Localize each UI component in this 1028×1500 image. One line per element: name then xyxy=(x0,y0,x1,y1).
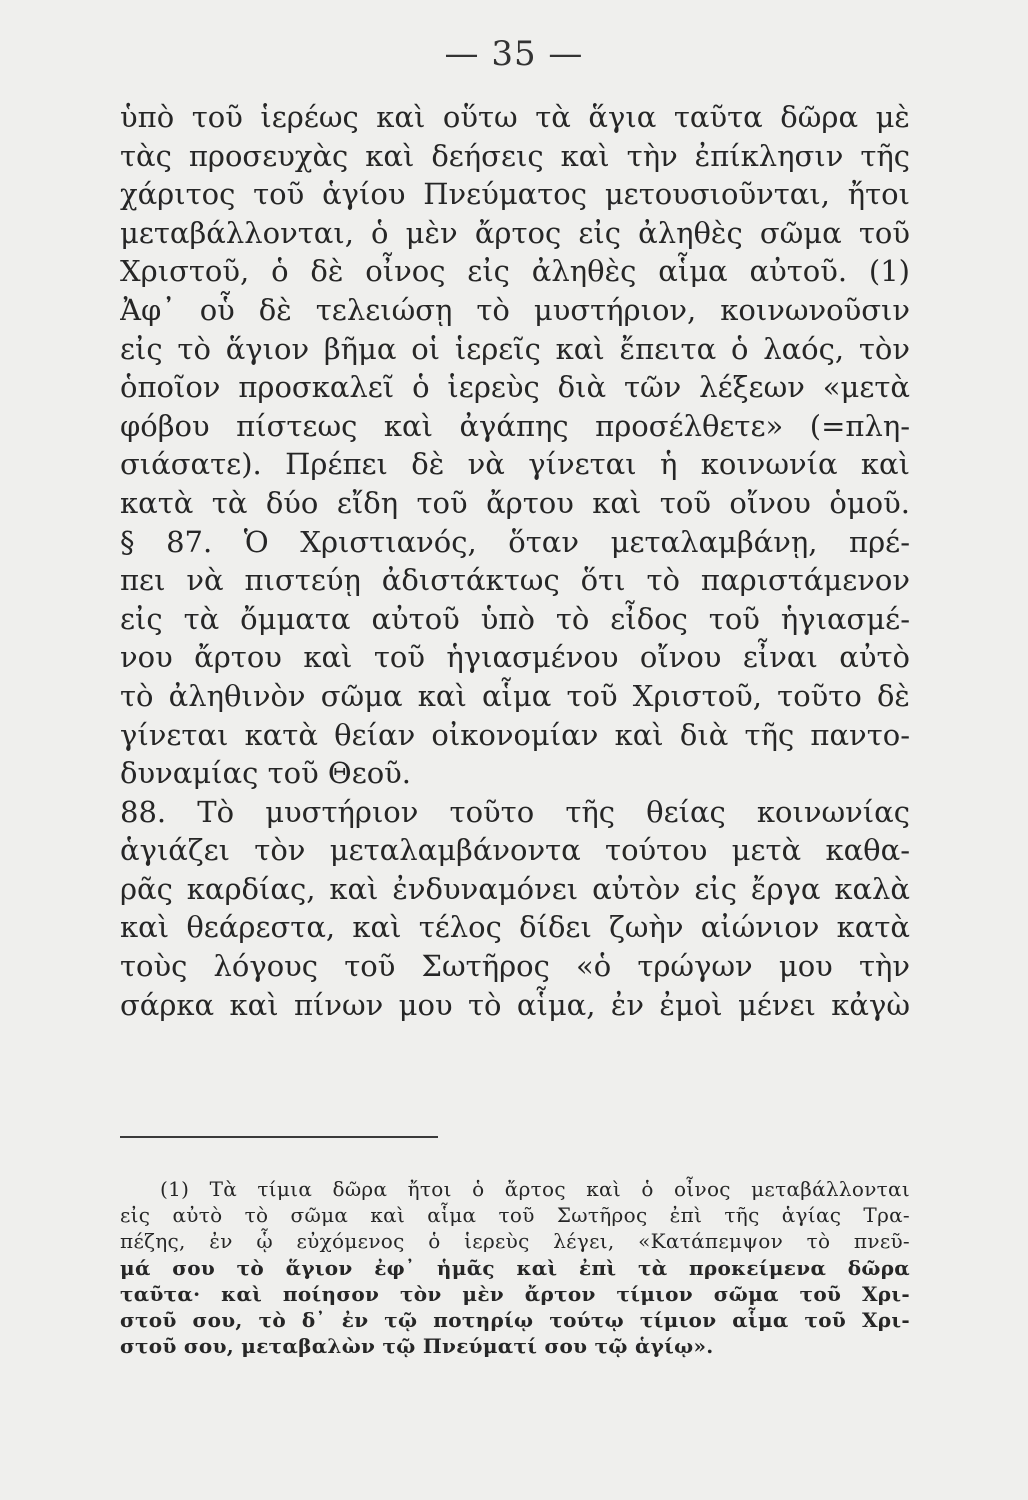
footnote-line: ταῦτα· καὶ ποίησον τὸν μὲν ἄρτον τίμιον σῶμα τοῦ Χρι- xyxy=(120,1281,910,1306)
page-number: — 35 — xyxy=(444,34,584,74)
text-line: Χριστοῦ, ὁ δὲ οἶνος εἰς ἀληθὲς αἷμα αὐτοῦ. (1) xyxy=(120,254,910,289)
text-line: ἁγιάζει τὸν μεταλαμβάνοντα τούτου μετὰ καθα- xyxy=(120,833,910,868)
text-line: γίνεται κατὰ θείαν οἰκονομίαν καὶ διὰ τῆς παντο- xyxy=(120,717,910,752)
section-heading-line: § 87. Ὁ Χριστιανός, ὅταν μεταλαμβάνῃ, πρέ- xyxy=(120,524,910,559)
footnote-line: (1) Τὰ τίμια δῶρα ἤτοι ὁ ἄρτος καὶ ὁ οἶνος μεταβάλλονται xyxy=(160,1177,910,1201)
text-line: εἰς τὰ ὄμματα αὐτοῦ ὑπὸ τὸ εἶδος τοῦ ἡγιασμέ- xyxy=(120,601,910,636)
footnote-divider xyxy=(120,1136,438,1138)
text-line: τοὺς λόγους τοῦ Σωτῆρος «ὁ τρώγων μου τὴν xyxy=(120,949,910,984)
text-line: τὸ ἀληθινὸν σῶμα καὶ αἷμα τοῦ Χριστοῦ, τοῦτο δὲ xyxy=(120,678,910,713)
text-line: ὁποῖον προσκαλεῖ ὁ ἱερεὺς διὰ τῶν λέξεων «μετὰ xyxy=(120,370,910,405)
text-line: δυναμίας τοῦ Θεοῦ. xyxy=(120,756,412,791)
footnote-line: πέζης, ἐν ᾧ εὐχόμενος ὁ ἱερεὺς λέγει, «Κατάπεμψον τὸ πνεῦ- xyxy=(120,1229,910,1254)
text-line: πει νὰ πιστεύῃ ἀδιστάκτως ὅτι τὸ παριστάμενον xyxy=(120,563,910,598)
footnote-line: στοῦ σου, τὸ δ᾽ ἐν τῷ ποτηρίῳ τούτῳ τίμιον αἷμα τοῦ Χρι- xyxy=(120,1307,910,1332)
text-line: φόβου πίστεως καὶ ἀγάπης προσέλθετε» (=πλη- xyxy=(120,408,910,443)
section-heading-line: 88. Τὸ μυστήριον τοῦτο τῆς θείας κοινωνίας xyxy=(120,794,910,829)
text-line: σάρκα καὶ πίνων μου τὸ αἷμα, ἐν ἐμοὶ μένει κἀγὼ xyxy=(120,987,910,1022)
text-line: μεταβάλλονται, ὁ μὲν ἄρτος εἰς ἀληθὲς σῶμα τοῦ xyxy=(120,215,910,250)
text-line: καὶ θεάρεστα, καὶ τέλος δίδει ζωὴν αἰώνιον κατὰ xyxy=(120,910,910,945)
footnote-line: στοῦ σου, μεταβαλὼν τῷ Πνεύματί σου τῷ ἁγίῳ». xyxy=(120,1334,714,1359)
footnote xyxy=(120,1176,910,1359)
text-line: εἰς τὸ ἅγιον βῆμα οἱ ἱερεῖς καὶ ἔπειτα ὁ λαός, τὸν xyxy=(120,331,910,366)
text-line: σιάσατε). Πρέπει δὲ νὰ γίνεται ἡ κοινωνία καὶ xyxy=(120,447,910,482)
text-line: Ἀφ᾽ οὗ δὲ τελειώσῃ τὸ μυστήριον, κοινωνοῦσιν xyxy=(120,292,910,327)
text-line: χάριτος τοῦ ἁγίου Πνεύματος μετουσιοῦνται, ἤτοι xyxy=(120,177,910,212)
text-line: νου ἄρτου καὶ τοῦ ἡγιασμένου οἴνου εἶναι αὐτὸ xyxy=(120,640,910,675)
text-line: ρᾶς καρδίας, καὶ ἐνδυναμόνει αὐτὸν εἰς ἔργα καλὰ xyxy=(120,871,910,906)
text-line: ὑπὸ τοῦ ἱερέως καὶ οὕτω τὰ ἅγια ταῦτα δῶρα μὲ xyxy=(120,100,910,134)
text-line: κατὰ τὰ δύο εἴδη τοῦ ἄρτου καὶ τοῦ οἴνου ὁμοῦ. xyxy=(120,485,910,520)
footnote-line: εἰς αὐτὸ τὸ σῶμα καὶ αἷμα τοῦ Σωτῆρος ἐπὶ τῆς ἁγίας Τρα- xyxy=(120,1203,910,1228)
footnote-line: μά σου τὸ ἅγιον ἐφ᾽ ἡμᾶς καὶ ἐπὶ τὰ προκείμενα δῶρα xyxy=(120,1255,910,1280)
main-text xyxy=(120,98,910,1024)
text-line: τὰς προσευχὰς καὶ δεήσεις καὶ τὴν ἐπίκλησιν τῆς xyxy=(120,138,910,173)
